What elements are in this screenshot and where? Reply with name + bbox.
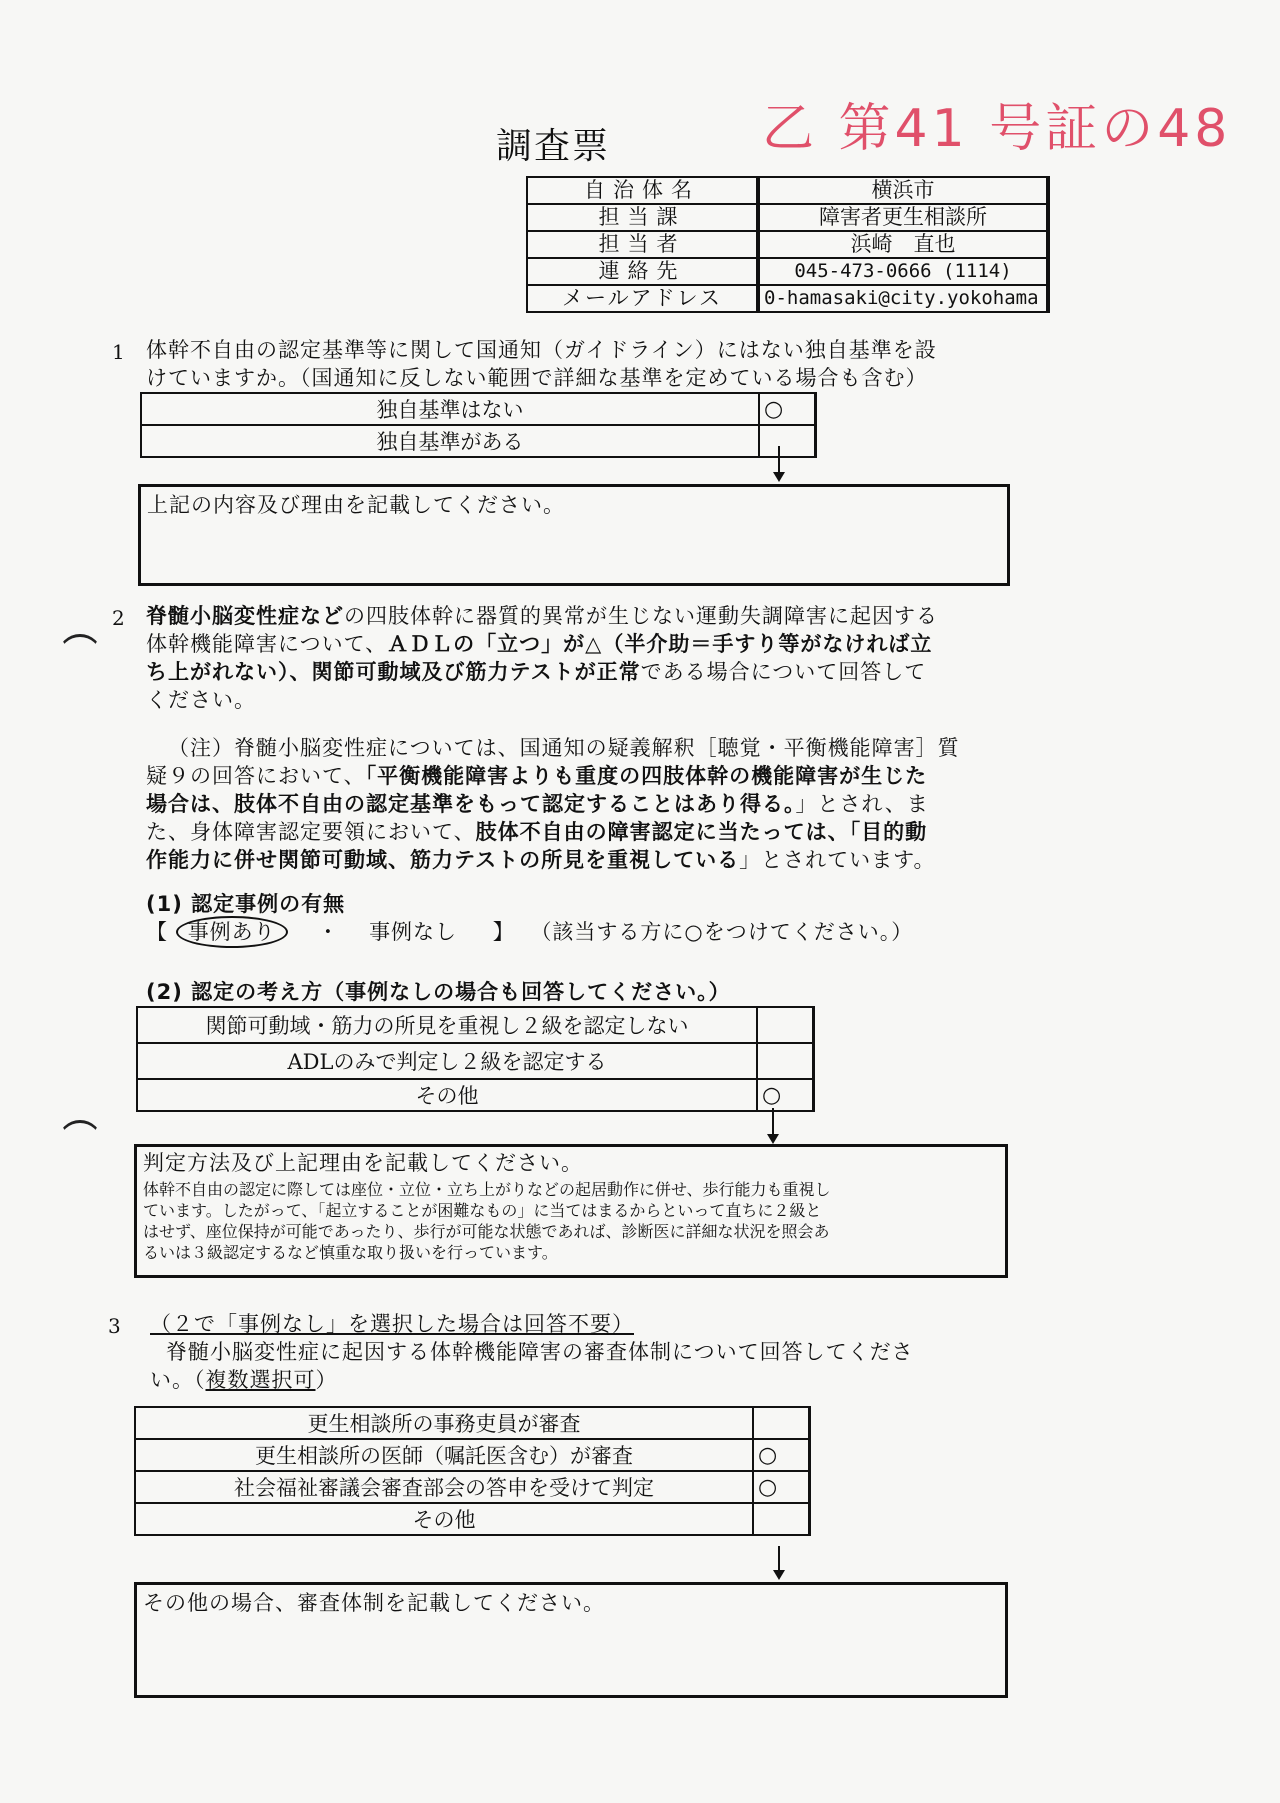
- note-line: た、身体障害認定要領において、: [146, 820, 476, 844]
- answer-box-label: 上記の内容及び理由を記載してください。: [147, 493, 565, 517]
- punch-hole-bottom: [58, 1120, 102, 1163]
- info-label: 担当課: [527, 204, 758, 231]
- question-2-options: [136, 1006, 815, 1112]
- answer-text-line: はせず、座位保持が可能であったり、歩行が可能な状態であれば、診断医に詳細な状況を照会あ: [143, 1222, 830, 1241]
- question-2-emphasis: ち上がれない）、関節可動域及び筋力テストが正常: [146, 660, 641, 684]
- question-2-emphasis: ＡＤＬの「立つ」が△（半介助＝手すり等がなければ立: [387, 632, 933, 656]
- question-3-options: [134, 1406, 811, 1536]
- question-1-line: けていますか。（国通知に反しない範囲で詳細な基準を定めている場合も含む）: [146, 366, 928, 390]
- choice-case-yes-selected[interactable]: 事例あり: [176, 916, 288, 948]
- evidence-stamp: 乙 第41 号証の48: [762, 99, 1232, 159]
- info-value: 障害者更生相談所: [758, 204, 1048, 231]
- info-row: [527, 258, 1048, 285]
- option-checkbox[interactable]: ○: [759, 393, 816, 425]
- option-row[interactable]: [141, 425, 816, 457]
- question-1-text: [146, 336, 937, 392]
- punch-hole-top: [58, 634, 102, 677]
- option-checkbox[interactable]: [753, 1503, 810, 1535]
- option-checkbox[interactable]: ○: [753, 1439, 810, 1471]
- option-row[interactable]: [135, 1503, 810, 1535]
- answer-box-label: 判定方法及び上記理由を記載してください。: [143, 1151, 583, 1175]
- question-3-number: 3: [108, 1314, 121, 1338]
- arrow-line: [778, 1546, 780, 1572]
- contact-info-table: [526, 176, 1050, 313]
- page-title: 調査票: [496, 126, 611, 167]
- question-3-text: [150, 1310, 1010, 1394]
- option-label: 更生相談所の事務吏員が審査: [135, 1407, 753, 1439]
- option-checkbox[interactable]: ○: [753, 1471, 810, 1503]
- note-line: 疑９の回答において、: [146, 764, 366, 788]
- note-emphasis: 場合は、肢体不自由の認定基準をもって認定することはあり得る。: [146, 792, 796, 816]
- arrow-line: [772, 1108, 774, 1136]
- multi-select-note: 複数選択可: [205, 1368, 316, 1392]
- option-row[interactable]: [137, 1007, 814, 1043]
- subsection-1-choices: [146, 916, 913, 948]
- option-label: ADLのみで判定し２級を認定する: [137, 1043, 757, 1079]
- note-emphasis: 肢体不自由の障害認定に当たっては、「目的動: [475, 820, 928, 844]
- choice-separator: ・: [317, 920, 340, 944]
- option-checkbox[interactable]: ○: [757, 1079, 814, 1111]
- note-line: 」とされ、ま: [795, 792, 929, 816]
- answer-box-label: その他の場合、審査体制を記載してください。: [143, 1591, 605, 1615]
- question-2-text: [146, 602, 1026, 714]
- arrow-down-icon: [767, 1134, 779, 1144]
- arrow-down-icon: [773, 1570, 785, 1580]
- option-row[interactable]: [135, 1439, 810, 1471]
- choice-hint: （該当する方に○をつけてください。）: [530, 920, 914, 944]
- info-row: [527, 177, 1048, 204]
- question-2-line: である場合について回答して: [640, 660, 927, 684]
- info-label: 自治体名: [527, 177, 758, 204]
- subsection-2-title: (2) 認定の考え方（事例なしの場合も回答してください。）: [146, 980, 731, 1004]
- question-2-emphasis: 脊髄小脳変性症など: [146, 604, 344, 628]
- info-row: [527, 204, 1048, 231]
- note-line: （注）脊髄小脳変性症については、国通知の疑義解釈［聴覚・平衡機能障害］質: [168, 736, 960, 760]
- option-label: 更生相談所の医師（嘱託医含む）が審査: [135, 1439, 753, 1471]
- answer-text-line: ています。したがって、「起立することが困難なもの」に当てはまるからといって直ちに２級と: [143, 1201, 822, 1220]
- option-checkbox[interactable]: [757, 1043, 814, 1079]
- choice-case-no[interactable]: 事例なし: [369, 920, 458, 944]
- answer-text-line: 体幹不自由の認定に際しては座位・立位・立ち上がりなどの起居動作に併せ、歩行能力も重視し: [143, 1180, 831, 1199]
- option-label: その他: [137, 1079, 757, 1111]
- question-3-line: い。（: [150, 1368, 206, 1392]
- question-2-line: ください。: [146, 688, 256, 712]
- question-2-number: 2: [112, 606, 125, 630]
- option-checkbox[interactable]: [757, 1007, 814, 1043]
- question-2-line: 体幹機能障害について、: [146, 632, 388, 656]
- question-3-answer-box[interactable]: [134, 1582, 1008, 1698]
- info-value: 0-hamasaki@city.yokohama: [758, 285, 1048, 312]
- note-line: 」とされています。: [739, 848, 936, 872]
- option-checkbox[interactable]: [753, 1407, 810, 1439]
- paren-close: ）: [315, 1368, 338, 1392]
- arrow-line: [778, 446, 780, 474]
- arrow-down-icon: [773, 472, 785, 482]
- info-value: 横浜市: [758, 177, 1048, 204]
- question-3-precondition: （２で「事例なし」を選択した場合は回答不要）: [150, 1312, 634, 1336]
- info-row: [527, 231, 1048, 258]
- question-1-line: 体幹不自由の認定基準等に関して国通知（ガイドライン）にはない独自基準を設: [146, 338, 937, 362]
- question-2-note: [146, 734, 1026, 874]
- option-label: 社会福祉審議会審査部会の答申を受けて判定: [135, 1471, 753, 1503]
- info-label: メールアドレス: [527, 285, 758, 312]
- option-row[interactable]: [137, 1079, 814, 1111]
- info-label: 担当者: [527, 231, 758, 258]
- question-2-answer-box[interactable]: [134, 1144, 1008, 1278]
- note-emphasis: 「平衡機能障害よりも重度の四肢体幹の機能障害が生じた: [365, 764, 928, 788]
- info-value: 浜崎 直也: [758, 231, 1048, 258]
- subsection-1-title: (1) 認定事例の有無: [146, 892, 346, 916]
- option-label: 独自基準がある: [141, 425, 759, 457]
- option-row[interactable]: [135, 1407, 810, 1439]
- answer-text-line: るいは３級認定するなど慎重な取り扱いを行っています。: [143, 1243, 558, 1262]
- bracket-close: 】: [492, 920, 515, 944]
- question-3-line: 脊髄小脳変性症に起因する体幹機能障害の審査体制について回答してくださ: [166, 1340, 914, 1364]
- info-value: 045-473-0666 (1114): [758, 258, 1048, 285]
- question-1-options: [140, 392, 817, 458]
- info-row: [527, 285, 1048, 312]
- question-1-answer-box[interactable]: [138, 484, 1010, 586]
- question-2-line: の四肢体幹に器質的異常が生じない運動失調障害に起因する: [344, 604, 938, 628]
- option-row[interactable]: [137, 1043, 814, 1079]
- bracket-open: 【: [146, 920, 168, 944]
- option-label: 関節可動域・筋力の所見を重視し２級を認定しない: [137, 1007, 757, 1043]
- question-1-number: 1: [112, 340, 125, 364]
- option-label: その他: [135, 1503, 753, 1535]
- option-label: 独自基準はない: [141, 393, 759, 425]
- option-row[interactable]: [141, 393, 816, 425]
- option-checkbox[interactable]: [759, 425, 816, 457]
- option-row[interactable]: [135, 1471, 810, 1503]
- note-emphasis: 作能力に併せ関節可動域、筋力テストの所見を重視している: [146, 848, 740, 872]
- info-label: 連絡先: [527, 258, 758, 285]
